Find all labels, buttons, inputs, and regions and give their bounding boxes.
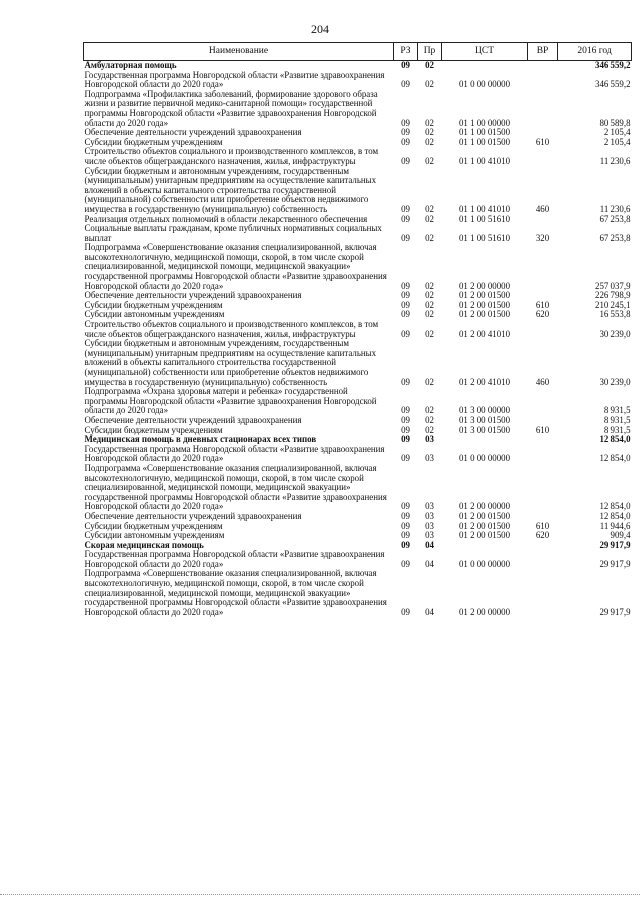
header-cst: ЦСТ bbox=[442, 43, 528, 61]
row-vr: 620 bbox=[535, 309, 550, 320]
row-name: Подпрограмма «Профилактика заболеваний, формирование здорового образа жизни и развитие первичной медико-санитарной помощи» государственной программы Новгородской области «Развитие здравоохранения Новгородской области до 2020 года» bbox=[84, 88, 378, 128]
header-name: Наименование bbox=[84, 43, 394, 61]
row-cst: 01 2 00 01500 bbox=[458, 510, 511, 521]
row-amount: 12 854,0 bbox=[599, 453, 631, 464]
row-amount: 8 931,5 bbox=[603, 414, 631, 425]
row-rz: 09 bbox=[401, 558, 410, 569]
row-pr: 02 bbox=[425, 117, 434, 128]
row-amount: 2 105,4 bbox=[603, 136, 631, 147]
row-name: Субсидии бюджетным учреждениям bbox=[84, 520, 223, 531]
row-cst: 01 1 00 51610 bbox=[458, 232, 511, 243]
row-name: Строительство объектов социального и производственного комплексов, в том числе объектов общегражданского назначения, жилья, инфраструктуры bbox=[84, 319, 379, 339]
row-amount: 12 854,0 bbox=[599, 434, 631, 445]
row-pr: 02 bbox=[425, 376, 434, 387]
row-cst: 01 1 00 01500 bbox=[458, 127, 511, 138]
row-vr: 610 bbox=[535, 299, 550, 310]
row-vr bbox=[528, 147, 558, 166]
row-cst: 01 0 00 00000 bbox=[458, 558, 511, 569]
row-amount: 67 253,8 bbox=[599, 213, 631, 224]
row-vr bbox=[528, 541, 558, 551]
row-pr: 03 bbox=[425, 510, 434, 521]
row-rz: 09 bbox=[401, 280, 410, 291]
row-vr bbox=[528, 61, 558, 71]
row-rz: 09 bbox=[401, 453, 410, 464]
row-rz: 09 bbox=[401, 290, 410, 301]
row-rz: 09 bbox=[401, 510, 410, 521]
table-row bbox=[84, 339, 632, 387]
row-amount: 8 931,5 bbox=[603, 405, 631, 416]
row-amount: 8 931,5 bbox=[603, 424, 631, 435]
row-rz: 09 bbox=[401, 60, 410, 70]
row-cst: 01 2 00 01500 bbox=[458, 530, 511, 541]
row-amount: 80 589,8 bbox=[599, 117, 631, 128]
row-pr: 02 bbox=[425, 213, 434, 224]
row-vr bbox=[528, 215, 558, 225]
row-rz: 09 bbox=[401, 127, 410, 138]
row-cst: 01 3 00 01500 bbox=[458, 424, 511, 435]
header-vr: ВР bbox=[528, 43, 558, 61]
row-vr: 620 bbox=[535, 530, 550, 541]
table-row bbox=[84, 445, 632, 464]
row-amount: 29 917,9 bbox=[599, 539, 631, 550]
table-row bbox=[84, 387, 632, 416]
row-rz: 09 bbox=[401, 405, 410, 416]
row-name: Субсидии бюджетным учреждениям bbox=[84, 136, 223, 147]
row-amount: 226 798,9 bbox=[595, 290, 631, 301]
row-cst: 01 1 00 00000 bbox=[458, 117, 511, 128]
table-row bbox=[84, 224, 632, 243]
row-cst: 01 2 00 01500 bbox=[458, 309, 511, 320]
table-row bbox=[84, 464, 632, 512]
row-cst: 01 2 00 01500 bbox=[458, 520, 511, 531]
row-amount: 29 917,9 bbox=[599, 606, 631, 617]
row-pr: 04 bbox=[425, 539, 434, 550]
row-rz: 09 bbox=[401, 309, 410, 320]
row-cst: 01 2 00 00000 bbox=[458, 606, 511, 617]
row-name: Подпрограмма «Охрана здоровья матери и ребенка» государственной программы Новгородской области «Развитие здравоохранения Новгородской области до 2020 года» bbox=[84, 386, 377, 416]
row-name: Амбулаторная помощь bbox=[84, 60, 177, 70]
row-pr: 03 bbox=[425, 520, 434, 531]
row-rz: 09 bbox=[401, 299, 410, 310]
table-row bbox=[84, 90, 632, 128]
row-rz: 09 bbox=[401, 606, 410, 617]
row-pr: 02 bbox=[425, 203, 434, 214]
row-rz: 09 bbox=[401, 117, 410, 128]
row-pr: 03 bbox=[425, 530, 434, 541]
row-rz: 09 bbox=[401, 501, 410, 512]
row-name: Субсидии бюджетным учреждениям bbox=[84, 424, 223, 435]
row-vr bbox=[528, 464, 558, 512]
row-amount: 67 253,8 bbox=[599, 232, 631, 243]
row-amount: 909,4 bbox=[610, 530, 631, 541]
table-row bbox=[84, 320, 632, 339]
row-name: Государственная программа Новгородской области «Развитие здравоохранения Новгородской области до 2020 года» bbox=[84, 69, 385, 90]
page-number: 204 bbox=[311, 22, 329, 36]
row-name: Субсидии бюджетным и автономным учреждениям, государственным (муниципальным) унитарным предприятиям на осуществление капитальных вложений в объекты капитального строительства государственной (муниципальной) собственности или приобретение объектов недвижимого имущества в государственную (муниципальную) собственность bbox=[84, 165, 377, 214]
row-vr bbox=[528, 387, 558, 416]
header-year: 2016 год bbox=[558, 43, 632, 61]
row-rz: 09 bbox=[401, 434, 410, 445]
row-pr: 03 bbox=[425, 434, 434, 445]
row-name: Реализация отдельных полномочий в области лекарственного обеспечения bbox=[84, 213, 368, 224]
row-name: Обеспечение деятельности учреждений здравоохранения bbox=[84, 127, 302, 138]
row-pr: 02 bbox=[425, 290, 434, 301]
row-vr: 460 bbox=[535, 376, 550, 387]
row-vr: 460 bbox=[535, 203, 550, 214]
row-pr: 04 bbox=[425, 558, 434, 569]
page-bottom-edge bbox=[0, 894, 640, 895]
row-vr: 610 bbox=[535, 424, 550, 435]
row-pr: 02 bbox=[425, 280, 434, 291]
row-name: Обеспечение деятельности учреждений здравоохранения bbox=[84, 510, 302, 521]
row-vr bbox=[528, 445, 558, 464]
row-vr: 320 bbox=[535, 232, 550, 243]
row-name: Медицинская помощь в дневных стационарах всех типов bbox=[84, 434, 317, 445]
row-name: Подпрограмма «Совершенствование оказания специализированной, включая высокотехнологичную, медицинской помощи, скорой, в том числе скорой специализированной, медицинской помощи, медицинской эвакуации» государственной программы Новгородской области «Развитие здравоохранения Новгородской области до 2020 года» bbox=[84, 242, 387, 291]
row-vr: 610 bbox=[535, 136, 550, 147]
row-name: Государственная программа Новгородской области «Развитие здравоохранения Новгородской области до 2020 года» bbox=[84, 549, 385, 569]
row-vr: 610 bbox=[535, 520, 550, 531]
row-amount: 30 239,0 bbox=[599, 376, 631, 387]
row-pr: 02 bbox=[425, 309, 434, 320]
row-amount: 210 245,1 bbox=[595, 299, 631, 310]
row-amount: 11 230,6 bbox=[599, 155, 631, 166]
row-rz: 09 bbox=[401, 232, 410, 243]
row-cst: 01 1 00 51610 bbox=[458, 213, 511, 224]
row-pr: 03 bbox=[425, 501, 434, 512]
row-vr bbox=[528, 90, 558, 128]
row-name: Субсидии автономным учреждениям bbox=[84, 309, 225, 320]
row-rz: 09 bbox=[401, 539, 410, 550]
row-name: Социальные выплаты гражданам, кроме публичных нормативных социальных выплат bbox=[84, 223, 382, 243]
row-cst bbox=[442, 61, 528, 71]
row-vr bbox=[528, 435, 558, 445]
row-amount: 11 230,6 bbox=[599, 203, 631, 214]
row-vr bbox=[528, 243, 558, 291]
row-name: Обеспечение деятельности учреждений здравоохранения bbox=[84, 290, 302, 301]
header-rz: РЗ bbox=[394, 43, 418, 61]
row-name: Скорая медицинская помощь bbox=[84, 539, 204, 550]
table-row bbox=[84, 243, 632, 291]
table-row bbox=[84, 147, 632, 166]
row-pr: 02 bbox=[425, 405, 434, 416]
table-row bbox=[84, 569, 632, 617]
row-name: Субсидии бюджетным учреждениям bbox=[84, 299, 223, 310]
row-rz: 09 bbox=[401, 424, 410, 435]
row-amount: 2 105,4 bbox=[603, 127, 631, 138]
row-pr: 02 bbox=[425, 328, 434, 339]
row-cst bbox=[442, 435, 528, 445]
row-cst: 01 2 00 00000 bbox=[458, 280, 511, 291]
row-amount: 12 854,0 bbox=[599, 510, 631, 521]
row-cst: 01 2 00 41010 bbox=[458, 376, 511, 387]
row-amount: 346 559,2 bbox=[595, 79, 631, 90]
row-pr: 02 bbox=[425, 424, 434, 435]
budget-table bbox=[83, 42, 632, 617]
row-cst: 01 1 00 41010 bbox=[458, 155, 511, 166]
row-rz: 09 bbox=[401, 79, 410, 90]
row-rz: 09 bbox=[401, 203, 410, 214]
row-pr: 02 bbox=[425, 127, 434, 138]
row-cst: 01 3 00 01500 bbox=[458, 414, 511, 425]
row-name: Строительство объектов социального и производственного комплексов, в том числе объектов общегражданского назначения, жилья, инфраструктуры bbox=[84, 146, 379, 166]
row-vr bbox=[528, 71, 558, 90]
row-pr: 02 bbox=[425, 155, 434, 166]
row-cst: 01 1 00 41010 bbox=[458, 203, 511, 214]
row-cst: 01 2 00 01500 bbox=[458, 290, 511, 301]
row-name: Подпрограмма «Совершенствование оказания специализированной, включая высокотехнологичную, медицинской помощи, скорой, в том числе скорой специализированной, медицинской помощи, медицинской эвакуации» государственной программы Новгородской области «Развитие здравоохранения Новгородской области до 2020 года» bbox=[84, 568, 387, 617]
row-amount: 346 559,2 bbox=[595, 60, 631, 70]
row-pr: 02 bbox=[425, 232, 434, 243]
row-cst: 01 3 00 00000 bbox=[458, 405, 511, 416]
row-name: Субсидии бюджетным и автономным учреждениям, государственным (муниципальным) унитарным предприятиям на осуществление капитальных вложений в объекты капитального строительства государственной (муниципальной) собственности или приобретение объектов недвижимого имущества в государственную (муниципальную) собственность bbox=[84, 338, 377, 387]
row-amount: 257 037,9 bbox=[595, 280, 631, 291]
row-pr: 04 bbox=[425, 606, 434, 617]
row-pr: 02 bbox=[425, 414, 434, 425]
table-header-row bbox=[84, 43, 632, 61]
row-name: Государственная программа Новгородской области «Развитие здравоохранения Новгородской области до 2020 года» bbox=[84, 443, 385, 464]
row-pr: 02 bbox=[425, 79, 434, 90]
row-pr: 02 bbox=[425, 60, 434, 70]
table-body bbox=[84, 61, 632, 618]
row-rz: 09 bbox=[401, 136, 410, 147]
row-cst: 01 0 00 00000 bbox=[458, 453, 511, 464]
row-vr bbox=[528, 550, 558, 569]
row-rz: 09 bbox=[401, 520, 410, 531]
row-cst: 01 2 00 41010 bbox=[458, 328, 511, 339]
row-cst: 01 2 00 01500 bbox=[458, 299, 511, 310]
row-vr bbox=[528, 569, 558, 617]
table-row bbox=[84, 550, 632, 569]
row-rz: 09 bbox=[401, 155, 410, 166]
table-row bbox=[84, 71, 632, 90]
row-cst: 01 0 00 00000 bbox=[458, 79, 511, 90]
row-amount: 29 917,9 bbox=[599, 558, 631, 569]
row-name: Обеспечение деятельности учреждений здравоохранения bbox=[84, 414, 302, 425]
row-rz: 09 bbox=[401, 414, 410, 425]
row-name: Субсидии автономным учреждениям bbox=[84, 530, 225, 541]
row-cst: 01 1 00 01500 bbox=[458, 136, 511, 147]
row-cst bbox=[442, 541, 528, 551]
row-amount: 16 553,8 bbox=[599, 309, 631, 320]
row-rz: 09 bbox=[401, 376, 410, 387]
row-amount: 12 854,0 bbox=[599, 501, 631, 512]
row-vr bbox=[528, 320, 558, 339]
row-amount: 30 239,0 bbox=[599, 328, 631, 339]
row-rz: 09 bbox=[401, 328, 410, 339]
header-pr: Пр bbox=[418, 43, 442, 61]
row-pr: 03 bbox=[425, 453, 434, 464]
row-rz: 09 bbox=[401, 530, 410, 541]
row-rz: 09 bbox=[401, 213, 410, 224]
row-amount: 11 944,6 bbox=[599, 520, 631, 531]
row-cst: 01 2 00 00000 bbox=[458, 501, 511, 512]
row-pr: 02 bbox=[425, 299, 434, 310]
table-row bbox=[84, 167, 632, 215]
row-name: Подпрограмма «Совершенствование оказания специализированной, включая высокотехнологичную, медицинской помощи, скорой, в том числе скорой специализированной, медицинской помощи, медицинской эвакуации» государственной программы Новгородской области «Развитие здравоохранения Новгородской области до 2020 года» bbox=[84, 462, 387, 512]
row-pr: 02 bbox=[425, 136, 434, 147]
